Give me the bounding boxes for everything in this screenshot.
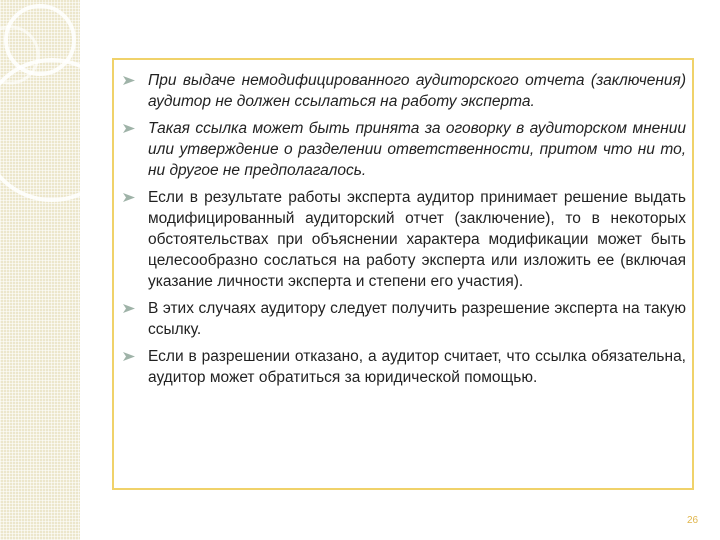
decorative-side-panel bbox=[0, 0, 80, 540]
content-frame bbox=[112, 58, 694, 490]
bullet-list bbox=[114, 60, 692, 388]
bullet-text: Если в результате работы эксперта аудитор принимает решение выдать модифицированный аудиторский отчет (заключение), то в некоторых обстоятельствах при объяснении характера модификации может быть целесообразно сослаться на работу эксперта или изложить ее (включая указание личности эксперта и степени его участия). bbox=[148, 189, 686, 290]
bullet-text: Если в разрешении отказано, а аудитор считает, что ссылка обязательна, аудитор может обратиться за юридической помощью. bbox=[148, 348, 686, 386]
arrow-bullet-icon bbox=[123, 124, 135, 133]
bullet-text: Такая ссылка может быть принята за оговорку в аудиторском мнении или утверждение о разделении ответственности, притом что ни то, ни другое не предполагалось. bbox=[148, 120, 686, 179]
bullet-item bbox=[148, 187, 686, 292]
bullet-text: При выдаче немодифицированного аудиторского отчета (заключения) аудитор не должен ссылаться на работу эксперта. bbox=[148, 72, 686, 110]
page-number: 26 bbox=[687, 515, 699, 526]
bullet-item bbox=[148, 346, 686, 388]
bullet-item bbox=[148, 70, 686, 112]
bullet-item bbox=[148, 298, 686, 340]
arrow-bullet-icon bbox=[123, 193, 135, 202]
bullet-item bbox=[148, 118, 686, 181]
arrow-bullet-icon bbox=[123, 304, 135, 313]
decorative-circles bbox=[0, 0, 80, 540]
bullet-text: В этих случаях аудитору следует получить разрешение эксперта на такую ссылку. bbox=[148, 300, 686, 338]
arrow-bullet-icon bbox=[123, 352, 135, 361]
arrow-bullet-icon bbox=[123, 76, 135, 85]
